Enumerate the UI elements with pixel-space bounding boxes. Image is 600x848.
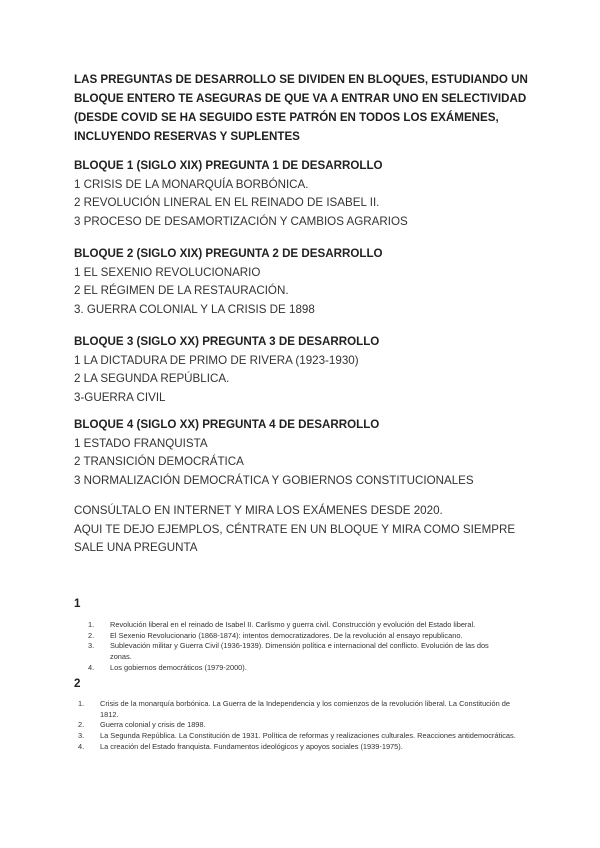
block-item: 2 REVOLUCIÓN LINERAL EN EL REINADO DE ISABEL II. (74, 196, 380, 210)
example-item-number: 3. (78, 731, 85, 741)
block-item: 1 EL SEXENIO REVOLUCIONARIO (74, 265, 261, 279)
example-item-text: Revolución liberal en el reinado de Isabel II. Carlismo y guerra civil. Construcción y evolución del Estado liberal. (110, 620, 476, 629)
block-item: 1 CRISIS DE LA MONARQUÍA BORBÓNICA. (74, 177, 309, 191)
block-item: 3 NORMALIZACIÓN DEMOCRÁTICA Y GOBIERNOS CONSTITUCIONALES (74, 474, 474, 488)
example-item-number: 4. (78, 741, 85, 751)
example-item-text: Guerra colonial y crisis de 1898. (100, 720, 206, 730)
block-item: 3 PROCESO DE DESAMORTIZACIÓN Y CAMBIOS AGRARIOS (74, 215, 408, 229)
example-item-number: 1. (88, 620, 95, 629)
example-item-number: 4. (88, 662, 95, 672)
example-item-text: Sublevación militar y Guerra Civil (1936-1939). Dimensión política e internacional del conflicto. Evolución de las dos zonas. (110, 641, 489, 662)
example-item (88, 631, 508, 642)
block-title: BLOQUE 4 (SIGLO XX) PREGUNTA 4 DE DESARROLLO (74, 418, 380, 431)
example-item (88, 641, 508, 662)
example-item-number: 2. (88, 630, 95, 640)
example-2-label: 2 (74, 677, 81, 690)
block-item: 2 TRANSICIÓN DEMOCRÁTICA (74, 455, 244, 469)
block-item: 2 EL RÉGIMEN DE LA RESTAURACIÓN. (74, 284, 289, 298)
block-title: BLOQUE 1 (SIGLO XIX) PREGUNTA 1 DE DESARROLLO (74, 159, 383, 172)
block-2 (74, 245, 554, 320)
example-item-text: El Sexenio Revolucionario (1868-1874): intentos democratizadores. De la revolución al ensayo republicano. (110, 630, 463, 640)
intro-paragraph: LAS PREGUNTAS DE DESARROLLO SE DIVIDEN EN BLOQUES, ESTUDIANDO UN BLOQUE ENTERO TE ASEGURAS DE QUE VA A ENTRAR UNO EN SELECTIVIDAD (DESDE COVID SE HA SEGUIDO ESTE PATRÓN EN TODOS LOS EXÁMENES, INCLUYENDO RESERVAS Y SUPLENTES (74, 73, 528, 143)
block-1 (74, 157, 554, 232)
example-item-text: Crisis de la monarquía borbónica. La Guerra de la Independencia y los comienzos de la revolución liberal. La Constitución de 1812. (100, 699, 511, 719)
example-item (78, 731, 518, 742)
example-item (78, 699, 518, 720)
example-item-text: Los gobiernos democráticos (1979-2000). (110, 662, 247, 672)
block-3 (74, 333, 554, 408)
example-item (88, 620, 508, 631)
example-1-label: 1 (74, 597, 81, 610)
consult-line: CONSÚLTALO EN INTERNET Y MIRA LOS EXÁMENES DESDE 2020. (74, 504, 443, 517)
example-item-number: 1. (78, 699, 85, 708)
example-item (78, 742, 518, 753)
example-item-number: 3. (88, 641, 95, 651)
block-title: BLOQUE 2 (SIGLO XIX) PREGUNTA 2 DE DESARROLLO (74, 247, 383, 260)
block-title: BLOQUE 3 (SIGLO XX) PREGUNTA 3 DE DESARROLLO (74, 335, 380, 348)
block-4 (74, 416, 554, 491)
consult-paragraph (74, 502, 544, 558)
example-item (88, 663, 508, 674)
example-item-text: La Segunda República. La Constitución de 1931. Política de reformas y realizaciones culturales. Reacciones antidemocráticas. (100, 731, 516, 741)
block-item: 1 LA DICTADURA DE PRIMO DE RIVERA (1923-1930) (74, 353, 359, 367)
example-item-text: La creación del Estado franquista. Fundamentos ideológicos y apoyos sociales (1939-1975). (100, 741, 403, 751)
example-2-list (78, 699, 518, 753)
block-item: 3. GUERRA COLONIAL Y LA CRISIS DE 1898 (74, 303, 315, 317)
example-1-list (88, 620, 508, 674)
example-item-number: 2. (78, 720, 85, 730)
consult-line: AQUI TE DEJO EJEMPLOS, CÉNTRATE EN UN BLOQUE Y MIRA COMO SIEMPRE SALE UNA PREGUNTA (74, 522, 516, 554)
example-item (78, 720, 518, 731)
block-item: 1 ESTADO FRANQUISTA (74, 436, 208, 450)
block-item: 3-GUERRA CIVIL (74, 391, 166, 405)
block-item: 2 LA SEGUNDA REPÚBLICA. (74, 372, 230, 386)
